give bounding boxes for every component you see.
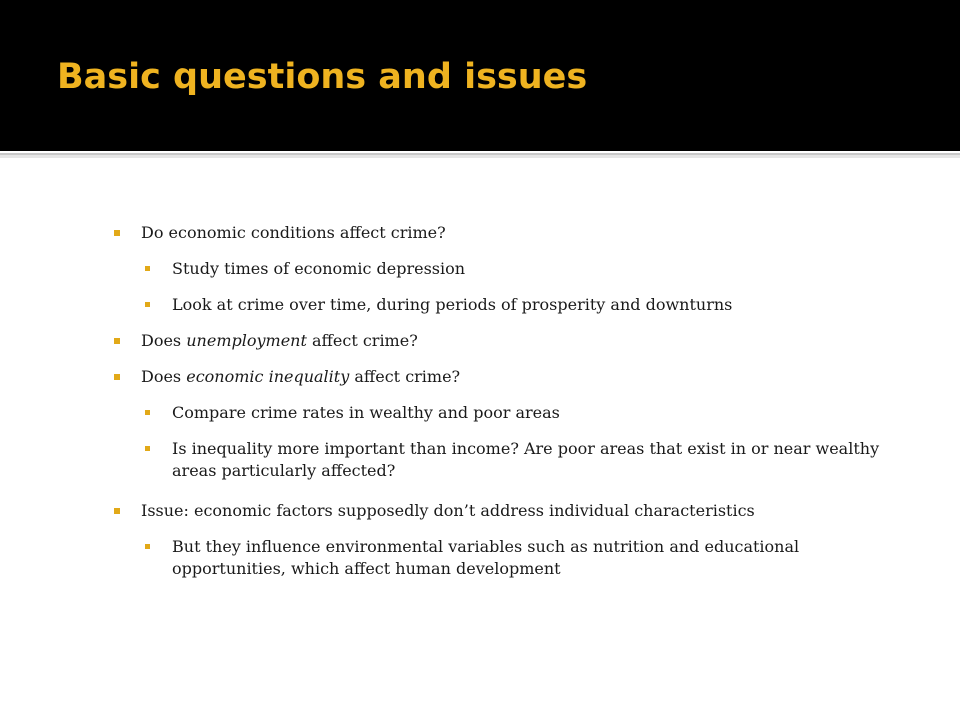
bullet-item (141, 222, 941, 244)
bullet-text-emphasis: economic inequality (186, 367, 350, 386)
square-bullet-icon (145, 446, 150, 451)
square-bullet-icon (145, 410, 150, 415)
sub-bullet-text: Study times of economic depression (172, 259, 466, 278)
sub-bullet-item (172, 294, 892, 316)
square-bullet-icon (114, 508, 120, 514)
bullet-text: Issue: economic factors supposedly don’t address individual characteristics (141, 501, 755, 520)
bullet-text-pre: Does (141, 331, 187, 350)
bullet-item (141, 330, 941, 352)
square-bullet-icon (145, 544, 150, 549)
sub-bullet-text: Is inequality more important than income? Are poor areas that exist in or near wealthy areas particularly affected? (172, 439, 880, 480)
sub-bullet-item (172, 402, 892, 424)
bullet-text: Do economic conditions affect crime? (141, 223, 446, 242)
bullet-text-post: affect crime? (306, 331, 418, 350)
sub-bullet-item (172, 258, 892, 280)
bullet-text-post: affect crime? (349, 367, 461, 386)
sub-bullet-text: Compare crime rates in wealthy and poor areas (172, 403, 560, 422)
slide-title: Basic questions and issues (57, 57, 588, 97)
bullet-item (141, 500, 941, 522)
bullet-text-pre: Does (141, 367, 187, 386)
square-bullet-icon (145, 302, 150, 307)
sub-bullet-item (172, 438, 892, 482)
square-bullet-icon (145, 266, 150, 271)
sub-bullet-item (172, 536, 892, 580)
bullet-item (141, 366, 941, 388)
square-bullet-icon (114, 338, 120, 344)
title-bar (0, 0, 960, 151)
sub-bullet-text: But they influence environmental variables such as nutrition and educational opportunities, which affect human development (172, 537, 800, 578)
square-bullet-icon (114, 374, 120, 380)
square-bullet-icon (114, 230, 120, 236)
title-divider-shadow (0, 155, 960, 158)
sub-bullet-text: Look at crime over time, during periods of prosperity and downturns (172, 295, 733, 314)
bullet-text-emphasis: unemployment (186, 331, 307, 350)
